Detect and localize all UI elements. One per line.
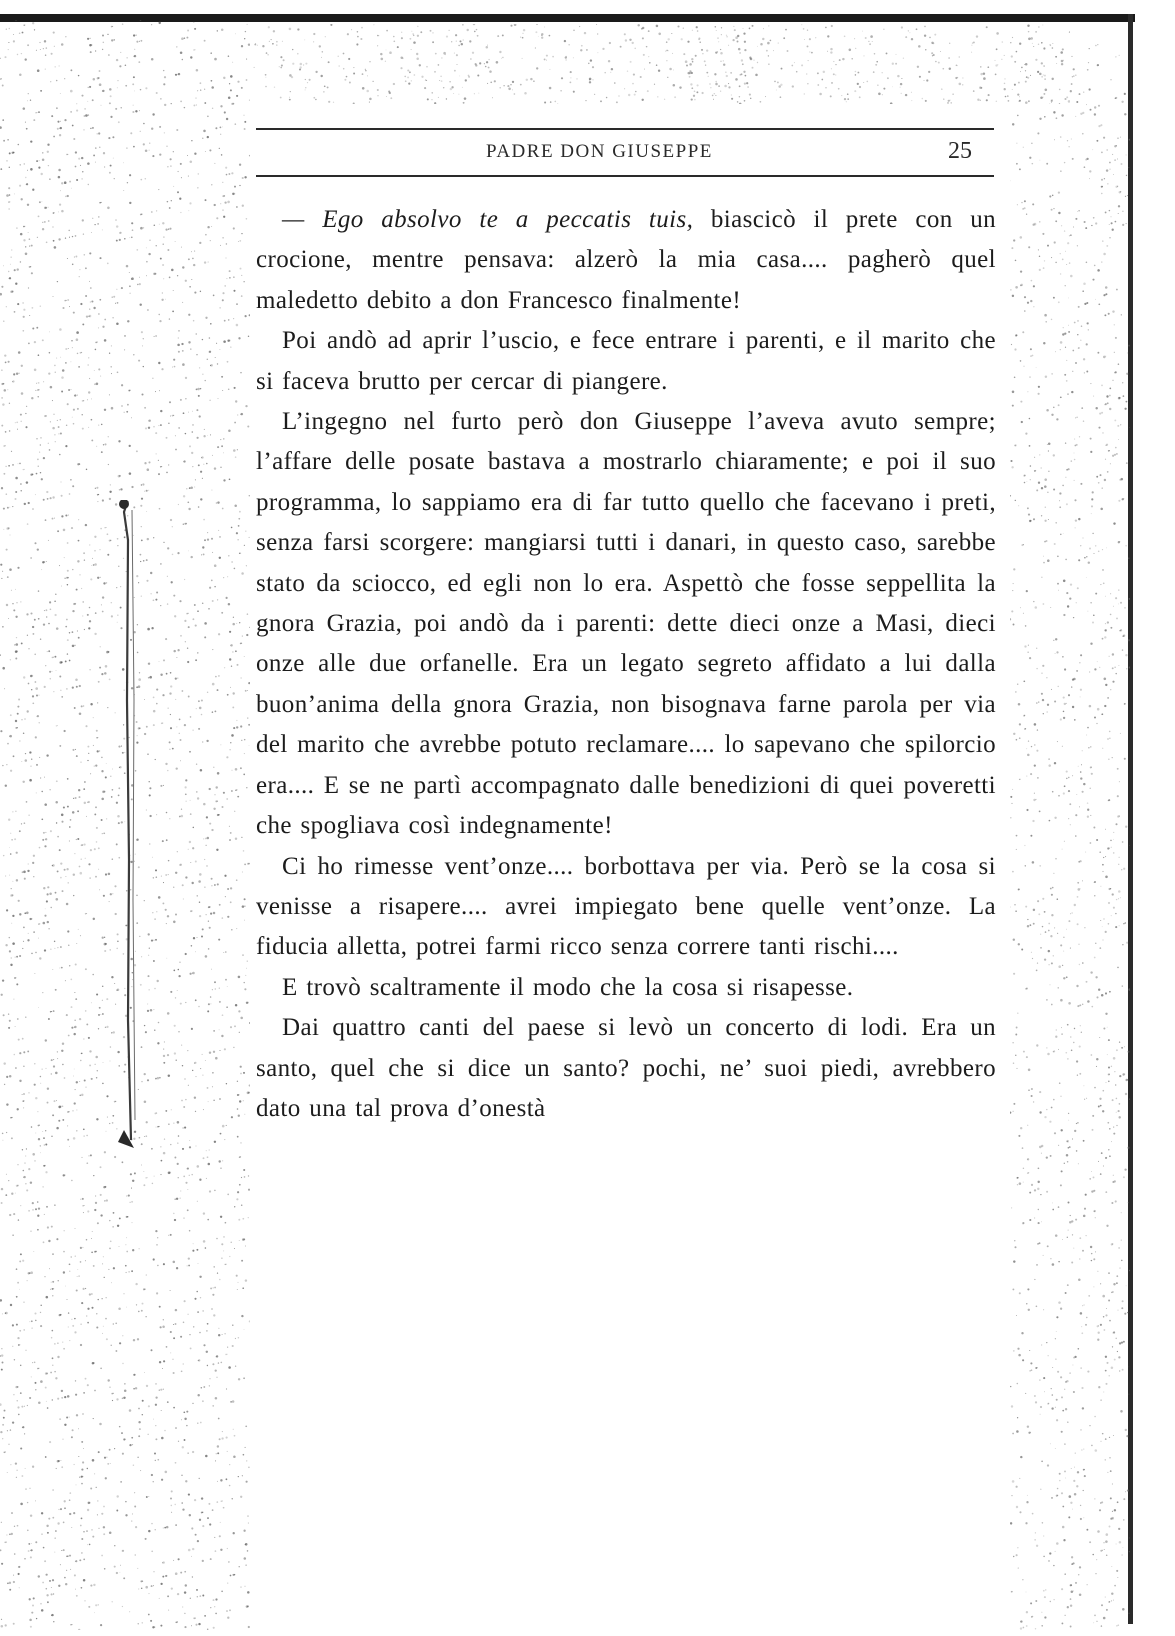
body-text [256,200,996,1129]
paragraph-text: L’ingegno nel furto però don Giuseppe l’aveva avuto sempre; l’affare delle posate bastava a mostrarlo chiaramente; e poi il suo programma, lo sappiamo era di far tutto quello che facevano i preti, senza farsi scorgere: mangiarsi tutti i danari, in questo caso, sarebbe stato da sciocco, ed egli non lo era. Aspettò che fosse seppellita la gnora Grazia, poi andò da i parenti: dette dieci onze a Masi, dieci onze alle due orfanelle. Era un legato segreto affidato a lui dalla buon’anima della gnora Grazia, non bisognava farne parola per via del marito che avrebbe potuto reclamare.... lo sapevano che spilorcio era.... E se ne partì accompagnato dalle benedizioni di quei poveretti che spogliava così indegnamente! [256,408,996,840]
paragraph-text: E trovò scaltramente il modo che la cosa si risapesse. [282,973,854,1001]
latin-absolution: — Ego absolvo te a peccatis tuis, [282,206,694,233]
running-head [256,128,994,180]
paragraph [256,1008,996,1129]
binding-thread [110,500,150,1150]
running-head-title: PADRE DON GIUSEPPE [486,141,713,162]
paragraph-text: Dai quattro canti del paese si levò un concerto di lodi. Era un santo, quel che si dice un santo? pochi, ne’ suoi piedi, avrebbero dato una tal prova d’onestà [256,1014,996,1122]
top-margin-speckle [250,24,1070,104]
paragraph [256,968,996,1008]
paragraph [256,402,996,846]
paragraph-text: Ci ho rimesse vent’onze.... borbottava per via. Però se la cosa si venisse a risapere.... avrei impiegato bene quelle vent’onze. La fiducia alletta, potrei farmi ricco senza correre tanti rischi.... [256,852,996,961]
paragraph [256,847,996,968]
paragraph-text: biascicò il prete con un crocione, mentre pensava: alzerò la mia casa.... pagherò quel maledetto debito a don Francesco finalmente! [256,206,996,314]
paragraph [256,200,996,321]
header-rule-bottom [256,175,994,177]
right-margin-speckle [1010,40,1130,1630]
paragraph-text: Poi andò ad aprir l’uscio, e fece entrare i parenti, e il marito che si faceva brutto per cercar di piangere. [256,327,996,395]
page-number: 25 [948,138,972,164]
header-rule-top [256,128,994,130]
paragraph [256,321,996,402]
